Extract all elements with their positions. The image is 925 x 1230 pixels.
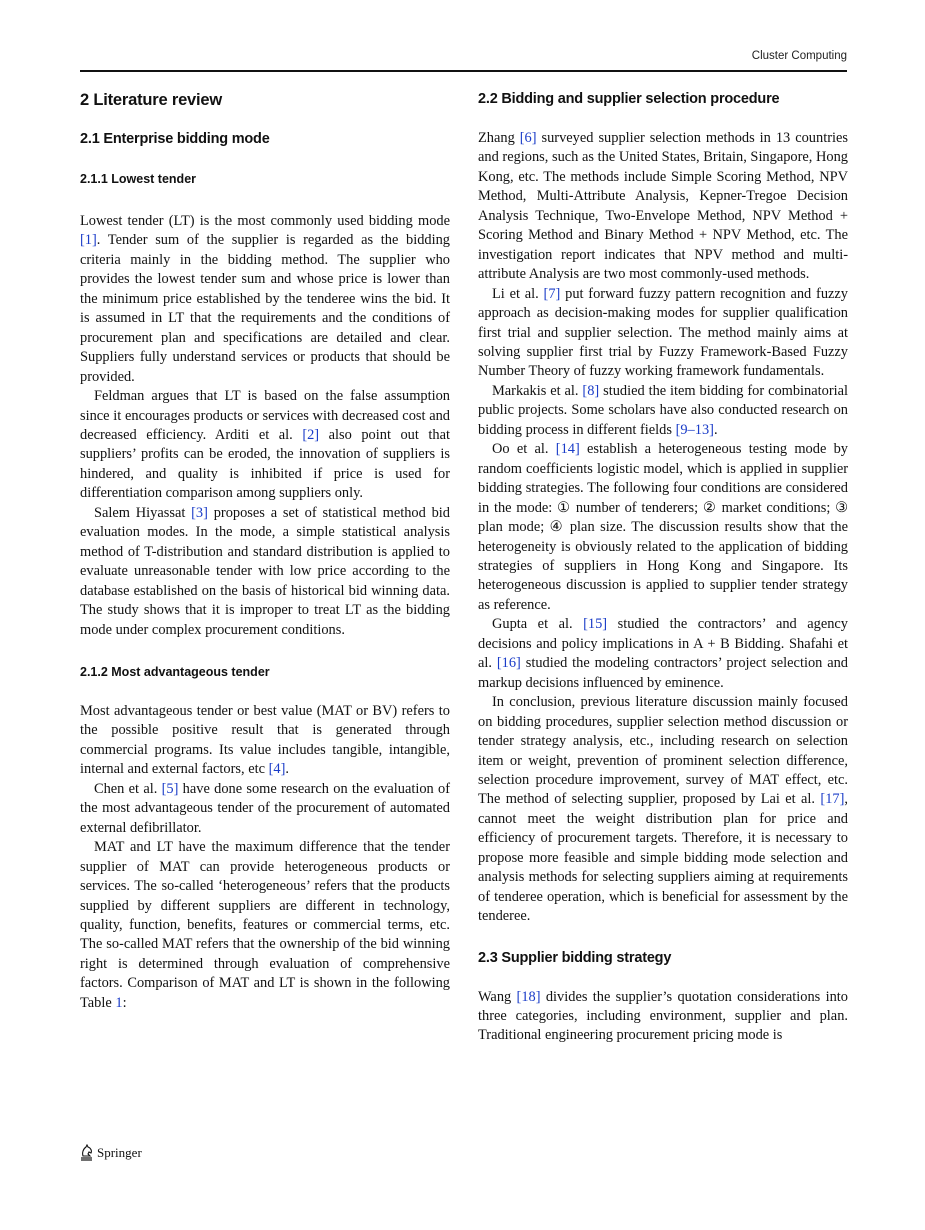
table-reference-link[interactable]: 1 [115,994,123,1011]
text: Wang [478,988,517,1005]
paragraph-conclusion [478,693,848,926]
citation-link[interactable]: [9–13] [675,421,714,438]
running-head-journal: Cluster Computing [751,50,847,62]
left-column [80,84,450,1013]
text: Li et al. [492,285,544,302]
text: have done some research on the evaluation of the most advantageous tender of the procurement of automated external defibrillator. [80,780,451,836]
publisher-name: Springer [97,1144,142,1160]
section-2-heading: 2 Literature review [80,91,223,109]
springer-horse-icon [80,1144,94,1161]
paragraph-feldman [80,387,450,504]
text: . [713,421,718,438]
text: Gupta et al. [492,616,584,633]
text: establish a heterogeneous testing mode by random coefficients logistic model, which is applied in supplier bidding strategies. The following four conditions are considered in the mode: ① number of tenderers; ② market conditions; ③ plan mode; ④ plan size. The discussion results show that the heterogeneity is obviously related to the application of bidding strategies of suppliers in Hong Kong and Singapore. Its heterogeneous discussion is applied to supplier tender strategy as reference. [478,441,848,613]
section-2-1-heading: 2.1 Enterprise bidding mode [80,131,270,147]
citation-link[interactable]: [17] [820,791,845,808]
paragraph-wang [478,988,848,1046]
text: Oo et al. [492,441,556,458]
citation-link[interactable]: [16] [496,655,521,672]
citation-link[interactable]: [4] [268,761,286,778]
section-2-1-2-heading: 2.1.2 Most advantageous tender [80,664,270,679]
text: , cannot meet the weight distribution plan for price and efficiency of procurement targets. Therefore, it is necessary to propose more feasible and simple bidding mode selection and analysis methods for selecting suppliers aiming at requirements of tenderee operation, which is beneficial for assessment by the tenderee. [478,791,848,925]
section-2-2-heading: 2.2 Bidding and supplier selection procedure [478,91,780,107]
citation-link[interactable]: [7] [543,285,561,302]
text: . Tender sum of the supplier is regarded as the bidding criteria mainly in the bidding method. The supplier who provides the lowest tender sum and whose price is lower than the minimum price established by the tenderee wins the bid. It is assumed in LT that the requirements and the conditions of procurement plan and specifications are detailed and clear. Suppliers fully understand services or products that should be provided. [80,232,450,385]
paragraph-gupta [478,615,848,693]
citation-link[interactable]: [18] [516,988,541,1005]
citation-link[interactable]: [3] [191,504,208,521]
text: Zhang [478,130,520,146]
text: Chen et al. [94,780,162,797]
text: . [285,761,289,778]
page-footer [80,1144,142,1161]
right-column [478,84,848,1046]
section-2-3-heading: 2.3 Supplier bidding strategy [478,949,672,966]
text: Salem Hiyassat [94,504,192,521]
citation-link[interactable]: [14] [555,441,580,458]
header-rule [80,70,847,72]
text: put forward fuzzy pattern recognition and fuzzy approach as decision-making modes for supplier qualification first trial and supplier selection. The method mainly aims at solving supplier first trial by Fuzzy Framework-Based Fuzzy Number Theory of fuzzy working framework fundamentals. [478,285,848,380]
text: Most advantageous tender or best value (MAT or BV) refers to the possible positive result that is generated through commercial programs. Its value includes tangible, intangible, internal and external factors, etc [80,702,450,778]
paragraph-li [478,285,848,382]
paragraph-zhang [478,129,848,285]
paragraph-hiyassat [80,504,450,640]
text: studied the modeling contractors’ project selection and markup decisions influenced by eminence. [478,655,848,691]
paragraph-mat-vs-lt [80,838,450,1013]
paragraph-mat-definition [80,702,450,780]
text: surveyed supplier selection methods in 13 countries and regions, such as the United States, Britain, Singapore, Hong Kong, etc. The methods include Simple Scoring Method, NPV Method, Multi-Attribute Analysis, Kepner-Tregoe Decision Analysis Technique, Two-Envelope Method, NPV Method + Scoring Method and Binary Method + NPV Method, etc. The investigation report indicates that NPV method and multi-attribute Analysis are two most commonly-used methods. [478,130,848,283]
citation-link[interactable]: [2] [302,426,320,443]
text: Feldman argues that LT is based on the false assumption since it encourages products or services with decreased cost and decreased efficiency. Arditi et al. [80,388,450,443]
text: Markakis et al. [492,382,583,399]
text: divides the supplier’s quotation considerations into three categories, including environment, supplier and plan. Traditional engineering procurement pricing mode is [478,988,848,1044]
text: studied the item bidding for combinatorial public projects. Some scholars have also conducted research on bidding process in different fields [478,382,848,438]
citation-link[interactable]: [5] [161,780,179,797]
citation-link[interactable]: [6] [519,130,537,146]
text: proposes a set of statistical method bid evaluation modes. In the mode, a simple statistical analysis method of T-distribution and standard distribution is applied to evaluate unreasonable tender with low price according to the database established on the basis of historical bid winning data. The study shows that it is improper to treat LT as the bidding mode under complex procurement conditions. [80,504,450,638]
paragraph-lowest-tender [80,212,450,387]
paragraph-chen [80,780,450,838]
text: MAT and LT have the maximum difference that the tender supplier of MAT can provide heterogeneous products or services. The so-called ‘heterogeneous’ refers that the products supplied by different suppliers are different in technology, quality, function, benefits, features or commercial terms, etc. The so-called MAT refers that the ownership of the bid winning right is determined through evaluation of comprehensive factors. Comparison of MAT and LT is shown in the following Table [80,839,450,1011]
text: also point out that suppliers’ profits can be eroded, the innovation of suppliers is hindered, and quality is inhibited if price is used for differentiation comparison among suppliers only. [80,426,450,502]
paragraph-markakis [478,382,848,440]
citation-link[interactable]: [1] [80,232,97,249]
citation-link[interactable]: [15] [583,616,608,633]
text: : [122,994,127,1011]
citation-link[interactable]: [8] [582,382,600,399]
text: Lowest tender (LT) is the most commonly used bidding mode [80,213,450,229]
text: studied the contractors’ and agency decisions and policy implications in A + B Bidding. Shafahi et al. [478,616,848,672]
paragraph-oo [478,440,848,615]
section-2-1-1-heading: 2.1.1 Lowest tender [80,172,197,186]
text: In conclusion, previous literature discussion mainly focused on bidding procedures, supplier selection method discussion or tender strategy analysis, etc., including research on selection item or weight, prevention of prominent selection difference, selection procedure improvement, survey of MAT effect, etc. The method of selecting supplier, proposed by Lai et al. [478,694,848,808]
